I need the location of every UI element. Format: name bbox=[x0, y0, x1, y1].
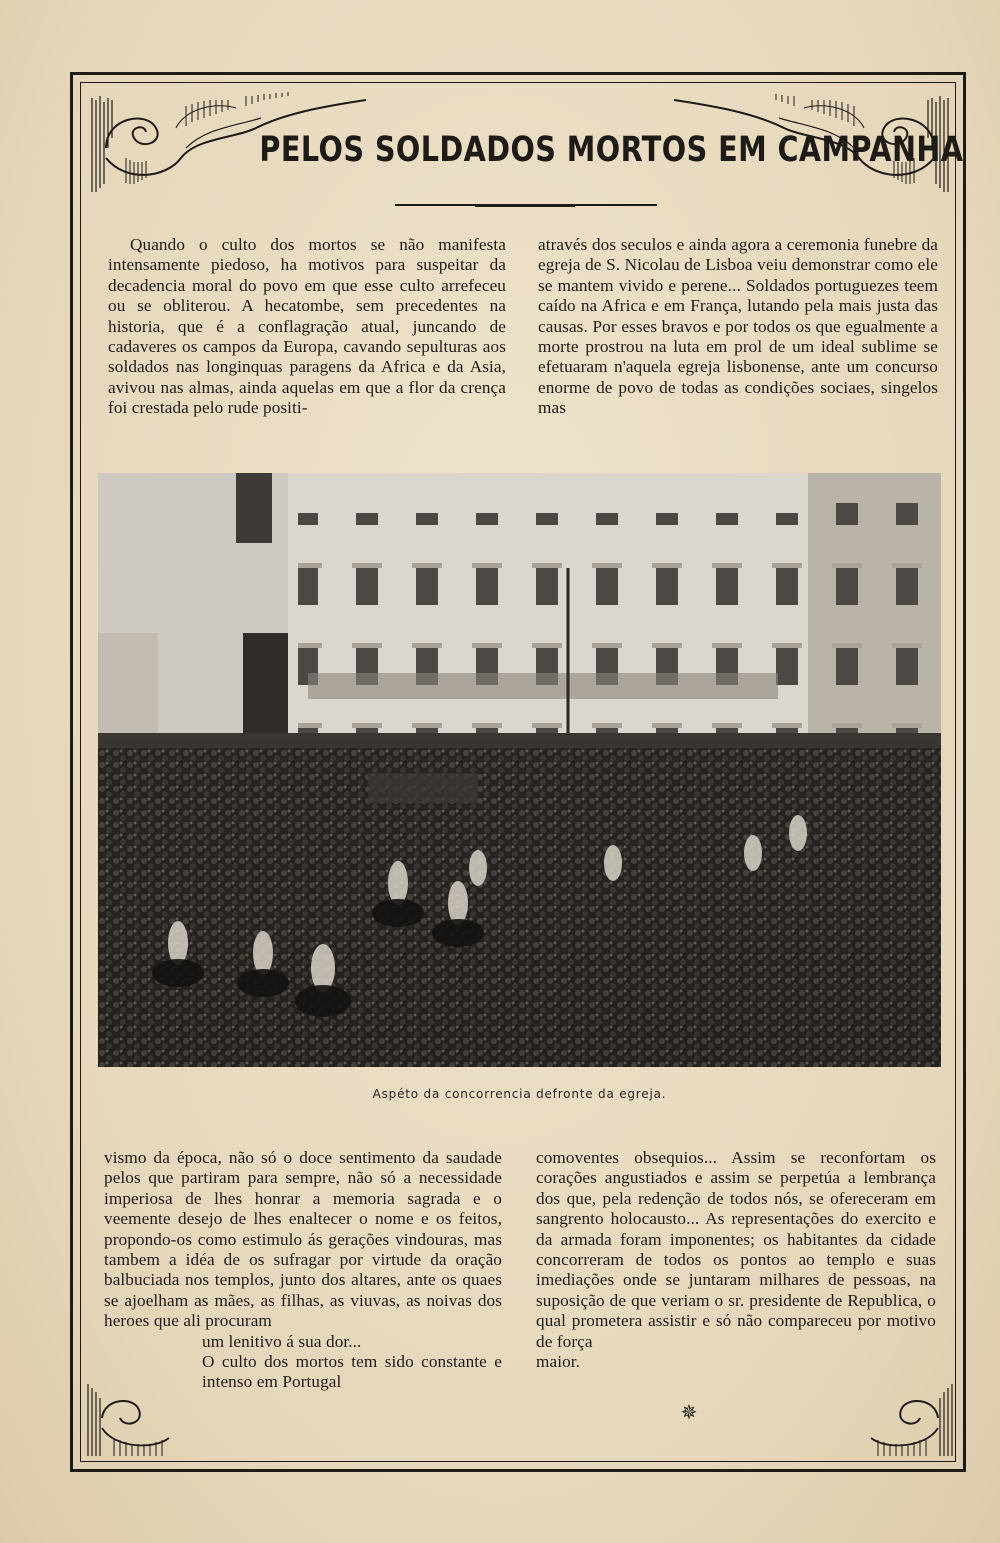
column-bottom-left bbox=[104, 1148, 502, 1393]
column-top-left bbox=[108, 235, 506, 419]
fleuron-icon: ✵ bbox=[680, 1402, 698, 1424]
column-bottom-right bbox=[536, 1148, 936, 1372]
paragraph bbox=[536, 1148, 936, 1372]
photo-caption: Aspéto da concorrencia defronte da egreja. bbox=[372, 1087, 667, 1101]
title-rule bbox=[395, 204, 657, 206]
paragraph-text: comoventes obsequios... Assim se reconfortam os corações angustiados e assim se perpetúa a lembrança dos que, pela redenção de todos nós, se ofereceram em sangrento holocausto... As representações do exercito e da armada foram imponentes; os habitantes da cidade concorreram de todos os pontos ao templo e suas imediações onde se juntaram milhares de pessoas, na suposição de que veriam o sr. presidente de Republica, o qual prometera assistir e só não compareceu por motivo de força bbox=[536, 1148, 936, 1351]
paragraph-tail: um lenitivo á sua dor... bbox=[202, 1331, 362, 1351]
paragraph bbox=[104, 1148, 502, 1352]
paragraph: através dos seculos e ainda agora a ceremonia funebre da egreja de S. Nicolau de Lisboa veiu demonstrar como ele se mantem vivido e perene... Soldados portuguezes teem caído na Africa e em França, lutando pela mais justa das causas. Por esses bravos e por todos os que egualmente a morte prostrou na luta em prol de um ideal sublime se efetuaram n'aquela egreja lisbonense, ante um concurso enorme de povo de todas as condições sociaes, singelos mas bbox=[538, 235, 938, 418]
paragraph-tail: maior. bbox=[536, 1352, 581, 1372]
crowd-photograph bbox=[98, 473, 941, 1067]
paragraph: O culto dos mortos tem sido constante e intenso em Portugal bbox=[202, 1352, 502, 1392]
column-top-right bbox=[538, 235, 938, 419]
ornament-bottom-right bbox=[856, 1378, 956, 1460]
paragraph-text: vismo da época, não só o doce sentimento da saudade pelos que partiram para sempre, não só a necessidade imperiosa de lhes honrar a memoria sagrada e o veemente desejo de lhes enaltecer o nome e os feitos, propondo-os como estimulo ás gerações vindouras, mas tambem a idéa de os sufragar por virtude da oração balbuciada nos templos, junto dos altares, ante os quaes se ajoelham as mães, as filhas, as viuvas, as noivas dos heroes que ali procuram bbox=[104, 1148, 502, 1331]
paragraph: Quando o culto dos mortos se não manifesta intensamente piedoso, ha motivos para suspeitar da decadencia moral do povo em que esse culto arrefeceu ou se obliterou. A hecatombe, sem precedentes na historia, que é a conflagração atual, juncando de cadaveres os campos da Europa, cavando sepulturas aos soldados nas longinquas paragens da Africa e da Asia, avivou nas almas, ainda aquelas em que a flor da crença foi crestada pelo rude positi- bbox=[108, 235, 506, 418]
article-title: PELOS SOLDADOS MORTOS EM CAMPANHA bbox=[259, 130, 964, 170]
